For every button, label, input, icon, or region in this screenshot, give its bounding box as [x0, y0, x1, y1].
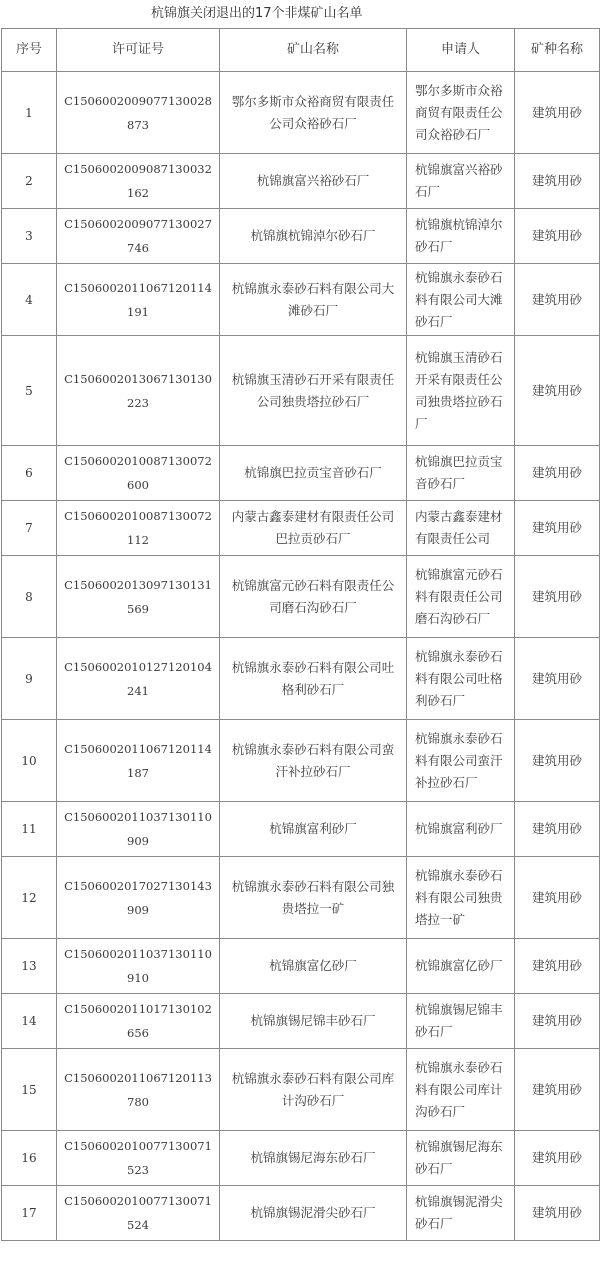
header-permit: 许可证号 [57, 29, 220, 72]
header-applicant: 申请人 [407, 29, 515, 72]
mineral-type: 建筑用砂 [515, 336, 600, 446]
mine-name: 杭锦旗永泰砂石料有限公司吐格利砂石厂 [220, 638, 407, 720]
applicant-name: 杭锦旗永泰砂石料有限公司大滩砂石厂 [407, 264, 515, 336]
mine-name: 杭锦旗富利砂厂 [220, 802, 407, 857]
row-number: 7 [2, 501, 57, 556]
permit-number: C1506002009077130027746 [57, 209, 220, 264]
mineral-type: 建筑用砂 [515, 720, 600, 802]
table-row [2, 446, 600, 501]
applicant-name: 杭锦旗玉清砂石开采有限责任公司独贵塔拉砂石厂 [407, 336, 515, 446]
mine-name: 杭锦旗富亿砂厂 [220, 939, 407, 994]
row-number: 12 [2, 857, 57, 939]
mine-name: 杭锦旗永泰砂石料有限公司蛮汗补拉砂石厂 [220, 720, 407, 802]
row-number: 13 [2, 939, 57, 994]
table-caption: 杭锦旗关闭退出的17个非煤矿山名单 [151, 6, 363, 21]
table-row [2, 857, 600, 939]
mineral-type: 建筑用砂 [515, 154, 600, 209]
mine-list-table [1, 28, 600, 1241]
applicant-name: 杭锦旗永泰砂石料有限公司库计沟砂石厂 [407, 1049, 515, 1131]
row-number: 3 [2, 209, 57, 264]
header-mine-name: 矿山名称 [220, 29, 407, 72]
table-row [2, 939, 600, 994]
applicant-name: 杭锦旗富亿砂厂 [407, 939, 515, 994]
applicant-name: 杭锦旗富兴裕砂石厂 [407, 154, 515, 209]
mineral-type: 建筑用砂 [515, 1049, 600, 1131]
mine-name: 杭锦旗富兴裕砂石厂 [220, 154, 407, 209]
mine-name: 杭锦旗玉清砂石开采有限责任公司独贵塔拉砂石厂 [220, 336, 407, 446]
row-number: 15 [2, 1049, 57, 1131]
mineral-type: 建筑用砂 [515, 857, 600, 939]
mine-name: 鄂尔多斯市众裕商贸有限责任公司众裕砂石厂 [220, 72, 407, 154]
row-number: 11 [2, 802, 57, 857]
permit-number: C1506002011017130102656 [57, 994, 220, 1049]
mineral-type: 建筑用砂 [515, 802, 600, 857]
mine-name: 杭锦旗永泰砂石料有限公司独贵塔拉一矿 [220, 857, 407, 939]
mineral-type: 建筑用砂 [515, 1186, 600, 1241]
permit-number: C1506002010077130071523 [57, 1131, 220, 1186]
mineral-type: 建筑用砂 [515, 1131, 600, 1186]
mineral-type: 建筑用砂 [515, 556, 600, 638]
permit-number: C1506002011037130110910 [57, 939, 220, 994]
mineral-type: 建筑用砂 [515, 638, 600, 720]
table-row [2, 501, 600, 556]
row-number: 10 [2, 720, 57, 802]
header-mineral: 矿种名称 [515, 29, 600, 72]
row-number: 4 [2, 264, 57, 336]
permit-number: C1506002010087130072112 [57, 501, 220, 556]
table-row [2, 994, 600, 1049]
mine-name: 杭锦旗锡尼锦丰砂石厂 [220, 994, 407, 1049]
header-row [2, 29, 600, 72]
applicant-name: 杭锦旗永泰砂石料有限公司独贵塔拉一矿 [407, 857, 515, 939]
mineral-type: 建筑用砂 [515, 209, 600, 264]
table-row [2, 802, 600, 857]
mine-name: 杭锦旗富元砂石料有限责任公司磨石沟砂石厂 [220, 556, 407, 638]
row-number: 9 [2, 638, 57, 720]
applicant-name: 杭锦旗永泰砂石料有限公司蛮汗补拉砂石厂 [407, 720, 515, 802]
applicant-name: 杭锦旗巴拉贡宝音砂石厂 [407, 446, 515, 501]
mineral-type: 建筑用砂 [515, 264, 600, 336]
table-row [2, 154, 600, 209]
table-row [2, 336, 600, 446]
table-row [2, 1131, 600, 1186]
applicant-name: 杭锦旗永泰砂石料有限公司吐格利砂石厂 [407, 638, 515, 720]
table-row [2, 72, 600, 154]
table-row [2, 638, 600, 720]
permit-number: C1506002010077130071524 [57, 1186, 220, 1241]
applicant-name: 鄂尔多斯市众裕商贸有限责任公司众裕砂石厂 [407, 72, 515, 154]
mine-name: 杭锦旗永泰砂石料有限公司库计沟砂石厂 [220, 1049, 407, 1131]
mineral-type: 建筑用砂 [515, 446, 600, 501]
applicant-name: 杭锦旗锡尼海东砂石厂 [407, 1131, 515, 1186]
table-row [2, 209, 600, 264]
table-row [2, 720, 600, 802]
mineral-type: 建筑用砂 [515, 994, 600, 1049]
mine-name: 杭锦旗杭锦淖尔砂石厂 [220, 209, 407, 264]
mineral-type: 建筑用砂 [515, 501, 600, 556]
permit-number: C1506002009077130028873 [57, 72, 220, 154]
permit-number: C1506002011037130110909 [57, 802, 220, 857]
mine-name: 杭锦旗巴拉贡宝音砂石厂 [220, 446, 407, 501]
applicant-name: 杭锦旗富元砂石料有限责任公司磨石沟砂石厂 [407, 556, 515, 638]
row-number: 1 [2, 72, 57, 154]
permit-number: C1506002011067120114187 [57, 720, 220, 802]
applicant-name: 杭锦旗锡泥滑尖砂石厂 [407, 1186, 515, 1241]
header-no: 序号 [2, 29, 57, 72]
table-row [2, 1186, 600, 1241]
row-number: 2 [2, 154, 57, 209]
row-number: 8 [2, 556, 57, 638]
permit-number: C1506002010087130072600 [57, 446, 220, 501]
permit-number: C1506002009087130032162 [57, 154, 220, 209]
mine-name: 杭锦旗永泰砂石料有限公司大滩砂石厂 [220, 264, 407, 336]
mine-name: 内蒙古鑫泰建材有限责任公司巴拉贡砂石厂 [220, 501, 407, 556]
mineral-type: 建筑用砂 [515, 939, 600, 994]
permit-number: C1506002013097130131569 [57, 556, 220, 638]
permit-number: C1506002011067120114191 [57, 264, 220, 336]
applicant-name: 杭锦旗杭锦淖尔砂石厂 [407, 209, 515, 264]
permit-number: C1506002010127120104241 [57, 638, 220, 720]
mine-name: 杭锦旗锡泥滑尖砂石厂 [220, 1186, 407, 1241]
permit-number: C1506002017027130143909 [57, 857, 220, 939]
applicant-name: 内蒙古鑫泰建材有限责任公司 [407, 501, 515, 556]
row-number: 14 [2, 994, 57, 1049]
row-number: 5 [2, 336, 57, 446]
mine-name: 杭锦旗锡尼海东砂石厂 [220, 1131, 407, 1186]
permit-number: C1506002013067130130223 [57, 336, 220, 446]
applicant-name: 杭锦旗富利砂厂 [407, 802, 515, 857]
applicant-name: 杭锦旗锡尼锦丰砂石厂 [407, 994, 515, 1049]
row-number: 16 [2, 1131, 57, 1186]
table-row [2, 1049, 600, 1131]
table-row [2, 264, 600, 336]
permit-number: C1506002011067120113780 [57, 1049, 220, 1131]
row-number: 6 [2, 446, 57, 501]
table-row [2, 556, 600, 638]
row-number: 17 [2, 1186, 57, 1241]
table-body [2, 72, 600, 1241]
mineral-type: 建筑用砂 [515, 72, 600, 154]
